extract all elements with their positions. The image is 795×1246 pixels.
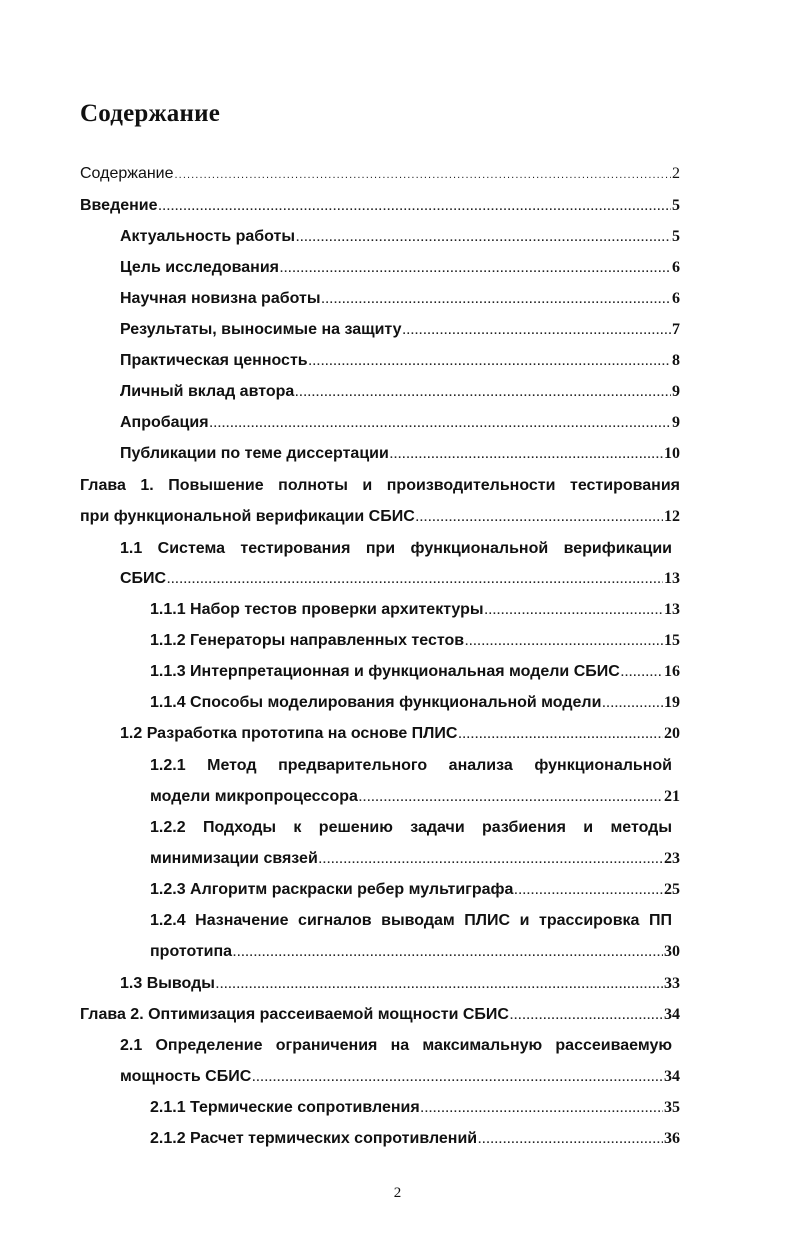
toc-entry-line[interactable]: 2.1 Определение ограничения на максимальную рассеиваемую xyxy=(120,1037,672,1054)
dot-leader xyxy=(421,1098,663,1120)
dot-leader xyxy=(416,507,663,529)
toc-entry-page: 6 xyxy=(672,259,680,276)
dot-leader xyxy=(159,196,671,218)
toc-entry-label: 1.1.2 Генераторы направленных тестов xyxy=(150,632,465,649)
toc-entry-page: 9 xyxy=(672,414,680,431)
toc-entry-page: 13 xyxy=(664,570,680,587)
dot-leader xyxy=(252,1067,663,1089)
toc-entry-label: Содержание xyxy=(80,165,174,182)
toc-entry-label: 1.1.1 Набор тестов проверки архитектуры xyxy=(150,601,484,618)
toc-entry-page: 34 xyxy=(664,1006,680,1023)
toc-entry[interactable] xyxy=(150,630,680,652)
toc-entry[interactable] xyxy=(120,723,680,745)
dot-leader xyxy=(458,724,663,746)
toc-entry[interactable] xyxy=(120,443,680,465)
toc-entry-page: 13 xyxy=(664,601,680,618)
toc-entry-line[interactable]: 1.2.2 Подходы к решению задачи разбиения и методы xyxy=(150,819,672,836)
page-title: Содержание xyxy=(80,100,221,127)
dot-leader xyxy=(602,693,663,715)
toc-entry-page: 7 xyxy=(672,321,680,338)
toc-entry-label: 1.1.4 Способы моделирования функциональной модели xyxy=(150,694,602,711)
toc-entry-page: 8 xyxy=(672,352,680,369)
toc-entry[interactable] xyxy=(80,163,680,185)
toc-entry-label: 1.2 Разработка прототипа на основе ПЛИС xyxy=(120,725,458,742)
dot-leader xyxy=(296,227,671,249)
dot-leader xyxy=(514,880,663,902)
toc-entry-label: минимизации связей xyxy=(150,850,318,867)
dot-leader xyxy=(321,289,671,311)
page-number: 2 xyxy=(393,1185,402,1201)
toc-entry-page: 30 xyxy=(664,943,680,960)
toc-entry-label: модели микропроцессора xyxy=(150,788,358,805)
toc-entry-page: 23 xyxy=(664,850,680,867)
dot-leader xyxy=(478,1129,663,1151)
toc-entry-label: 2.1.1 Термические сопротивления xyxy=(150,1099,420,1116)
toc-entry[interactable] xyxy=(150,941,680,963)
toc-entry-page: 19 xyxy=(664,694,680,711)
toc-entry-label: прототипа xyxy=(150,943,233,960)
toc-entry-label: Цель исследования xyxy=(120,259,279,276)
toc-entry[interactable] xyxy=(150,1128,680,1150)
toc-entry-line[interactable]: 1.1 Система тестирования при функциональной верификации xyxy=(120,540,672,557)
toc-entry-label: Глава 2. Оптимизация рассеиваемой мощности СБИС xyxy=(80,1006,509,1023)
dot-leader xyxy=(465,631,663,653)
toc-entry[interactable] xyxy=(120,288,680,310)
toc-entry-page: 5 xyxy=(672,228,680,245)
toc-entry-page: 12 xyxy=(664,508,680,525)
toc-entry[interactable] xyxy=(120,412,680,434)
toc-entry-label: 1.1.3 Интерпретационная и функциональная модели СБИС xyxy=(150,663,620,680)
dot-leader xyxy=(403,320,671,342)
toc-entry-label: Практическая ценность xyxy=(120,352,308,369)
toc-entry-page: 35 xyxy=(664,1099,680,1116)
toc-entry[interactable] xyxy=(80,506,680,528)
toc-entry-line[interactable]: Глава 1. Повышение полноты и производительности тестирования xyxy=(80,477,680,494)
dot-leader xyxy=(621,662,663,684)
toc-entry-page: 6 xyxy=(672,290,680,307)
toc-entry-page: 10 xyxy=(664,445,680,462)
dot-leader xyxy=(295,382,671,404)
toc-entry-page: 9 xyxy=(672,383,680,400)
toc-entry-page: 21 xyxy=(664,788,680,805)
toc-entry[interactable] xyxy=(80,195,680,217)
toc-entry[interactable] xyxy=(120,1066,680,1088)
toc-entry[interactable] xyxy=(120,381,680,403)
dot-leader xyxy=(359,787,663,809)
toc-entry-label: Научная новизна работы xyxy=(120,290,321,307)
toc-entry-label: Апробация xyxy=(120,414,209,431)
toc-entry-label: Актуальность работы xyxy=(120,228,296,245)
dot-leader xyxy=(485,600,663,622)
toc-entry-page: 36 xyxy=(664,1130,680,1147)
dot-leader xyxy=(210,413,671,435)
toc-entry-label: 1.3 Выводы xyxy=(120,975,215,992)
toc-entry[interactable] xyxy=(150,599,680,621)
toc-entry-page: 20 xyxy=(664,725,680,742)
toc-entry-page: 33 xyxy=(664,975,680,992)
dot-leader xyxy=(390,444,663,466)
dot-leader xyxy=(280,258,671,280)
toc-entry-line[interactable]: 1.2.4 Назначение сигналов выводам ПЛИС и трассировка ПП xyxy=(150,912,672,929)
toc-entry[interactable] xyxy=(120,226,680,248)
toc-entry-label: 1.2.3 Алгоритм раскраски ребер мультиграфа xyxy=(150,881,514,898)
toc-entry[interactable] xyxy=(120,350,680,372)
toc-entry-page: 34 xyxy=(664,1068,680,1085)
dot-leader xyxy=(167,569,663,591)
toc-entry[interactable] xyxy=(150,1097,680,1119)
toc-entry-line[interactable]: 1.2.1 Метод предварительного анализа функциональной xyxy=(150,757,672,774)
toc-entry[interactable] xyxy=(150,692,680,714)
dot-leader xyxy=(175,164,671,186)
toc-entry[interactable] xyxy=(150,848,680,870)
toc-entry-label: 2.1.2 Расчет термических сопротивлений xyxy=(150,1130,478,1147)
dot-leader xyxy=(309,351,671,373)
toc-entry-label: Результаты, выносимые на защиту xyxy=(120,321,402,338)
toc-entry-page: 5 xyxy=(672,197,680,214)
toc-entry[interactable] xyxy=(120,568,680,590)
dot-leader xyxy=(233,942,663,964)
toc-entry[interactable] xyxy=(150,879,680,901)
toc-entry[interactable] xyxy=(120,973,680,995)
toc-entry[interactable] xyxy=(150,661,680,683)
dot-leader xyxy=(216,974,663,996)
toc-entry-page: 2 xyxy=(672,165,680,182)
toc-entry-label: Публикации по теме диссертации xyxy=(120,445,389,462)
toc-entry-page: 16 xyxy=(664,663,680,680)
dot-leader xyxy=(319,849,663,871)
toc-entry-page: 15 xyxy=(664,632,680,649)
toc-entry[interactable] xyxy=(80,1004,680,1026)
toc-entry-page: 25 xyxy=(664,881,680,898)
toc-entry-label: мощность СБИС xyxy=(120,1068,252,1085)
dot-leader xyxy=(510,1005,663,1027)
toc-entry[interactable] xyxy=(150,786,680,808)
toc-entry-label: Введение xyxy=(80,197,158,214)
toc-entry[interactable] xyxy=(120,257,680,279)
toc-entry-label: СБИС xyxy=(120,570,167,587)
toc-entry-label: при функциональной верификации СБИС xyxy=(80,508,415,525)
toc-entry[interactable] xyxy=(120,319,680,341)
toc-entry-label: Личный вклад автора xyxy=(120,383,295,400)
